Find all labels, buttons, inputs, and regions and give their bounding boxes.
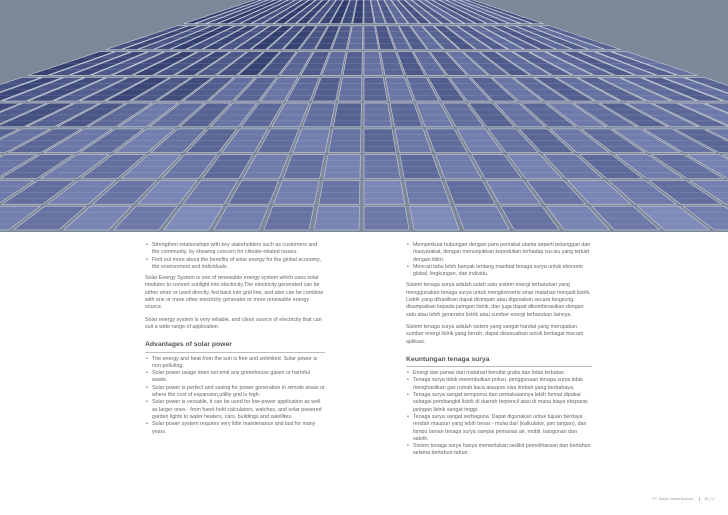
list-item: • Solar power usage does not emit any greenhouse gases or harmful waste.	[145, 370, 325, 385]
list-item: • Sistem tenaga surya hanya memerlukan sedikit pemeliharaan dan bertahan selama bertahun-tahun.	[406, 443, 592, 458]
list-item: • Solar power is versatile, it can be used for low-power application as well as larger ones - from hand-held calculators, watches, and solar powered garden lights to water heaters, cars, buildings and satellites.	[145, 399, 325, 421]
list-item: • Solar power system requires very little maintenance and last for many years.	[145, 421, 325, 436]
section-heading: Advantages of solar power	[145, 341, 232, 349]
list-item: • Memperkuat hubungan dengan para pemakai utama seperti pelanggan dan masyarakat, dengan menunjukkan kepedulian terhadap isu-isu yang terkait dengan iklim.	[406, 242, 592, 264]
paragraph: Sistem tenaga surya adalah sistem yang sangat handal yang merupakan sumber energi listrik yang bersih, dapat disesuaikan untuk berbagai macam aplikasi.	[406, 323, 584, 345]
list-item: • The energy and heat from the sun is free and unlimited. Solar power is non-polluting.	[145, 356, 325, 371]
intro-bullet-list	[145, 242, 325, 271]
list-item: • Find out more about the benefits of solar energy for the global economy, the environment and individuals.	[145, 257, 325, 272]
section-heading: Keuntungan tenaga surya	[406, 355, 490, 363]
indonesian-column	[406, 242, 592, 462]
list-item: • Mencari tahu lebih banyak tentang manfaat tenaga surya untuk ekonomi global, lingkungan, dan individu.	[406, 264, 592, 279]
list-item: • Tenaga surya tidak menimbulkan polusi, penggunaan tenaga surya tidak menghasilkan gas rumah kaca ataupun sisa limbah yang berbahaya.	[406, 377, 592, 392]
company-name: PT. Surya Utama Nuansa	[652, 497, 694, 501]
page-number: 16 | 17	[699, 497, 715, 501]
advantages-list	[406, 370, 592, 458]
paragraph: Solar energy system is very reliable, and clean source of electricity that can suit a wide range of application.	[145, 316, 322, 330]
paragraph: Sistem tenaga surya adalah salah satu sistem energi terbarukan yang menggunakan tenaga surya untuk mengkonversi sinar matahari menjadi listrik. Listrik yang dihasilkan dapat disimpan atau digunakan secara langsung, disampaikan kepada jaringan listrik, dan juga dapat dikombinasikan dengan satu atau lebih generator listrik atau sumber energi terbarukan lainnya.	[406, 282, 591, 318]
english-column	[145, 242, 325, 440]
page-footer	[600, 495, 715, 503]
advantages-list	[145, 356, 325, 436]
list-item: • Solar power is perfect and saving for power generation in remote areas or where the cost of expansion,utility grid is high.	[145, 385, 325, 400]
list-item: • Energi dan panas dari matahari bersifat gratis dan tidak terbatas.	[406, 370, 592, 377]
paragraph: Solar Energy System is one of renewable energy system which uses solar modules to convert sunlight into electricity.The electricity generated can be either store or used directly, fed back into grid line, and also can be combine with one or more other electricity generator or more renewable energy source.	[145, 275, 324, 311]
list-item: • Tenaga surya sangat serbaguna. Dapat digunakan untuk tujuan berdaya rendah maupun yang lebih besar - mulai dari (kalkulator, jam tangan), dan lampu taman tenaga surya sampai pemanas air, mobil, bangunan dan satelit.	[406, 414, 592, 443]
list-item: • Tenaga surya sangat sempurna dan pemakaiannya lebih hemat dipakai sebagai pembangkit listrik di daerah terpencil atau di mana biaya ekspansi jaringan listrik sangat tinggi.	[406, 392, 592, 414]
intro-bullet-list	[406, 242, 592, 278]
divider	[145, 352, 325, 353]
list-item: • Strengthen relationships with key stakeholders such as customers and the community, by showing concern for climate-related issues.	[145, 242, 325, 257]
divider	[406, 366, 592, 367]
solar-panel-photo	[0, 0, 728, 232]
solar-panel-image	[0, 0, 728, 232]
